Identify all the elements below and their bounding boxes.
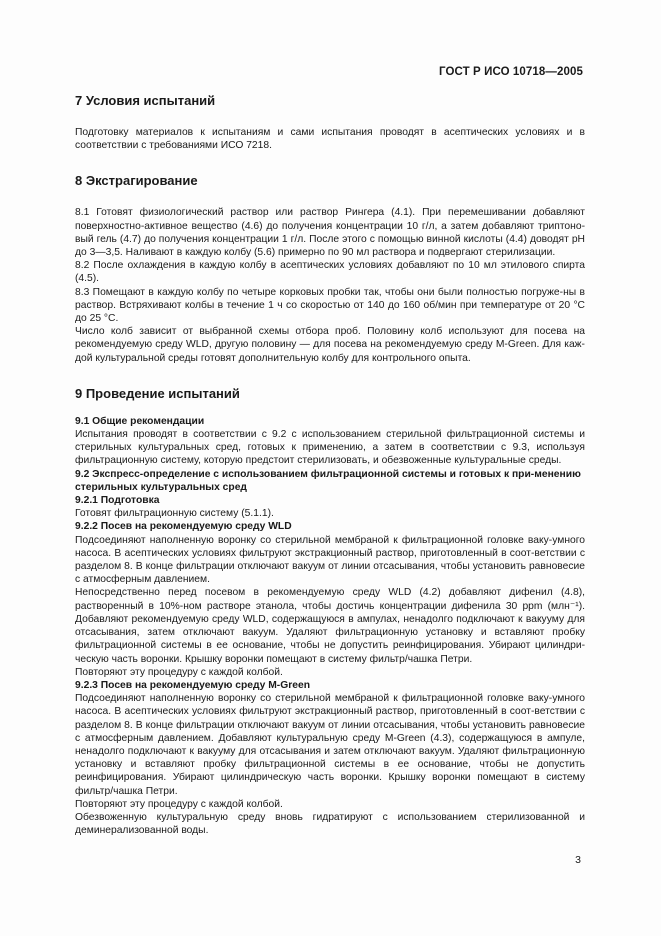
standard-header: ГОСТ Р ИСО 10718—2005 [438,66,583,78]
section-9-2-3-text-c: Обезвоженную культуральную среду вновь гидратируют с использованием стерилизованной и деминерализованной воды. [75,811,585,837]
section-7-text: Подготовку материалов к испытаниям и сами испытания проводят в асептических условиях и в соответствии с требованиями ИСО 7218. [75,127,585,152]
section-9-heading: 9 Проведение испытаний [75,385,240,401]
section-9-1-heading: 9.1 Общие рекомендации [75,415,205,427]
section-8-2-text: 8.2 После охлаждения в каждую колбу в асептических условиях добавляют по 10 мл этилового спирта (4.5). [75,260,585,285]
page-content [75,92,585,837]
section-9-2-2-heading: 9.2.2 Посев на рекомендуемую среду WLD [75,521,292,533]
section-9-2-3-heading: 9.2.3 Посев на рекомендуемую среду M-Green [75,679,310,691]
section-8-note-text: Число колб зависит от выбранной схемы отбора проб. Половину колб используют для посева на рекомендуемую среду WLD, другую половину — для посева на рекомендуемую среду M-Green. Для каж-дой культуральной среды готовят дополнительную колбу для контрольного опыта. [75,326,585,364]
section-9-2-2-text-a: Подсоединяют наполненную воронку со стерильной мембраной к фильтрационной головке ваку-умного насоса. В асептических условиях фильтруют экстракционный раствор, приготовленный в соот-ветствии с разделом 8. В конце фильтрации отключают вакуум от линии отсасывания, чтобы установить равновесие с атмосферным давлением. [75,534,585,586]
section-8-heading: 8 Экстрагирование [75,173,198,189]
section-9-2-2-text-c: Повторяют эту процедуру с каждой колбой. [75,666,283,678]
section-9-2-3-text-b: Повторяют эту процедуру с каждой колбой. [75,798,283,810]
section-9-2-3-text-a: Подсоединяют наполненную воронку со стерильной мембраной к фильтрационной головке ваку-умного насоса. В асептических условиях фильтруют экстракционный раствор, приготовленный в соот-ветствии с разделом 8. В конце фильтрации отключают вакуум от линии отсасывания, чтобы установить равновесие с атмосферным давлением. Добавляют культуральную среду M-Green (4.3), содержащуюся в ампуле, ненадолго подключают к вакууму для отсасывания и затем отключают вакуум. Удаляют фильтрационную установку и вставляют пробку фильтрационной системы в ее основание, чтобы не допустить реинфицирования. Убирают цилиндрическую часть воронки. Крышку воронки помещают в систему фильтр/чашка Петри. [75,693,585,797]
section-9-2-1-heading: 9.2.1 Подготовка [75,495,160,507]
section-9-2-1-text: Готовят фильтрационную систему (5.1.1). [75,508,274,520]
section-9-2-heading: 9.2 Экспресс-определение с использованием фильтрационной системы и готовых к при-менению стерильных культуральных сред [75,468,581,493]
section-9-1-text: Испытания проводят в соответствии с 9.2 с использованием стерильной фильтрационной системы и стерильных культуральных сред, готовых к применению, а затем в соответствии с 9.3, используя фильтрационную систему, которую предстоит стерилизовать, и обезвоженные культуральные среды. [75,429,585,467]
page-number: 3 [575,854,581,866]
section-8-3-text: 8.3 Помещают в каждую колбу по четыре корковых пробки так, чтобы они были полностью погруже-ны в раствор. Встряхивают колбы в течение 1 ч со скоростью от 140 до 160 об/мин при температуре от 20 °C до 25 °C. [75,286,585,325]
section-7-heading: 7 Условия испытаний [75,93,216,108]
section-8-1-text: 8.1 Готовят физиологический раствор или раствор Рингера (4.1). При перемешивании добавляют поверхностно-активное вещество (4.6) до получения концентрации 10 г/л, а затем добавляют триптоно-вый гель (4.7) до получения концентрации 1 г/л. После этого с помощью винной кислоты (4.4) доводят pH до 3—3,5. Наливают в каждую колбу (5.6) примерно по 90 мл раствора и подвергают стерилизации. [75,207,585,259]
section-9-2-2-text-b: Непосредственно перед посевом в рекомендуемую среду WLD (4.2) добавляют дифенил (4.8), растворенный в 10%-ном растворе этанола, чтобы достичь концентрации дифенила 30 ppm (млн⁻¹). Добавляют рекомендуемую среду WLD, содержащуюся в ампулах, ненадолго подключают к вакууму для отсасывания, затем отключают вакуум. Удаляют фильтрационную установку и вставляют пробку фильтрационной системы в ее основание, чтобы не допустить реинфицирования. Убирают цилиндри-ческую часть воронки. Крышку воронки помещают в систему фильтр/чашка Петри. [75,587,585,665]
